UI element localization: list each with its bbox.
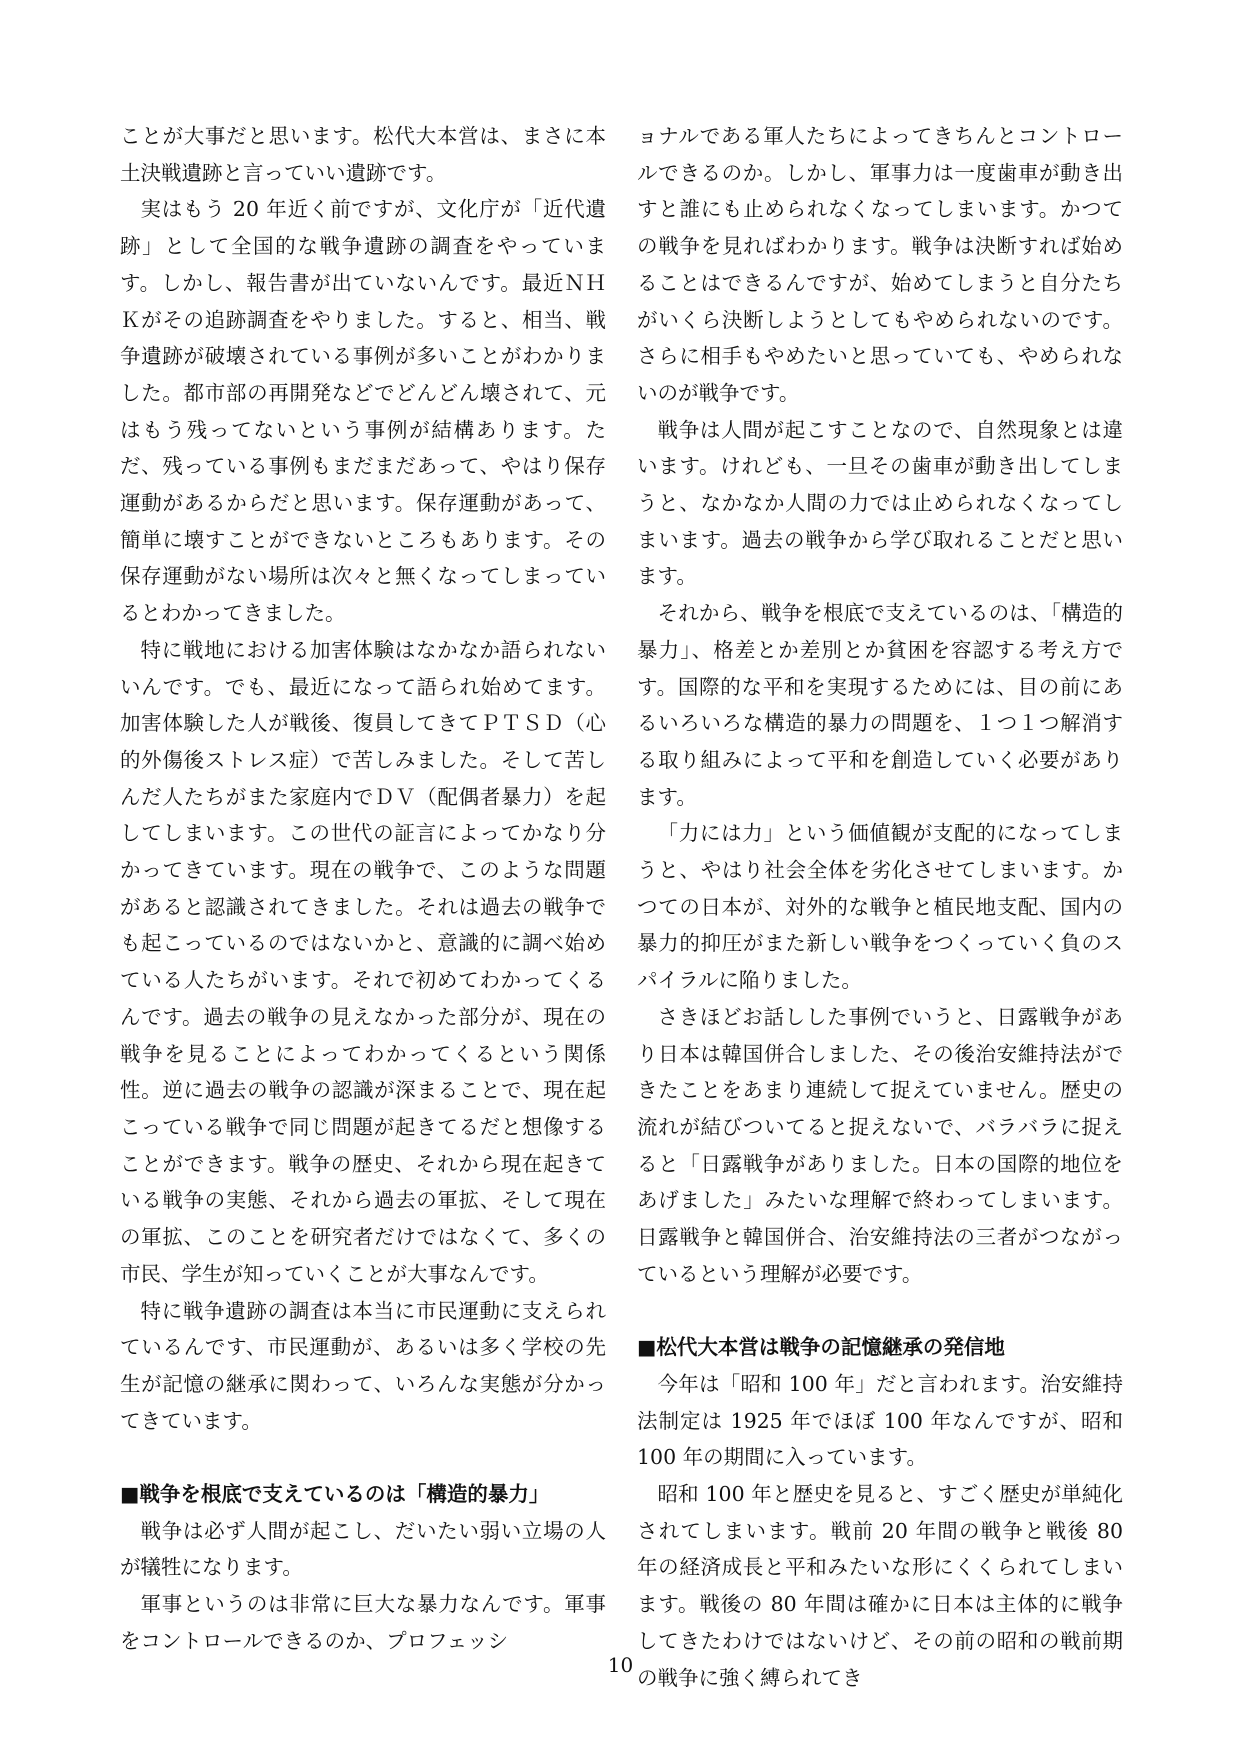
section-heading: ■松代大本営は戦争の記憶継承の発信地 [637, 1335, 1005, 1360]
section-heading: ■戦争を根底で支えているのは「構造的暴力」 [120, 1482, 550, 1506]
page-number: 10 [607, 1653, 634, 1677]
paragraph: さきほどお話しした事例でいうと、日露戦争があり日本は韓国併合しました、その後治安維持法ができたことをあまり連続して捉えていません。歴史の流れが結びついてると捉えないで、バラバラに捉えると「日露戦争がありました。日本の国際的地位をあげました」みたいな理解で終わってしまいます。日露戦争と韓国併合、治安維持法の三者がつながっているという理解が必要です。 [637, 1004, 1123, 1286]
paragraph: 特に戦地における加害体験はなかなか語られないいんです。でも、最近になって語られ始めてます。加害体験した人が戦後、復員してきてＰＴＳＤ（心的外傷後ストレス症）で苦しみました。そして苦しんだ人たちがまた家庭内でＤＶ（配偶者暴力）を起してしまいます。この世代の証言によってかなり分かってきています。現在の戦争で、このような問題があると認識されてきました。それは過去の戦争でも起こっているのではないかと、意識的に調べ始めている人たちがいます。それで初めてわかってくるんです。過去の戦争の見えなかった部分が、現在の戦争を見ることによってわかってくるという関係性。逆に過去の戦争の認識が深まることで、現在起こっている戦争で同じ問題が起きてるだと想像することができます。戦争の歴史、それから現在起きている戦争の実態、それから過去の軍拡、そして現在の軍拡、このことを研究者だけではなくて、多くの市民、学生が知っていくことが大事なんです。 [120, 637, 606, 1286]
paragraph: 戦争は人間が起こすことなので、自然現象とは違います。けれども、一旦その歯車が動き出してしまうと、なかなか人間の力では止められなくなってしまいます。過去の戦争から学び取れることだと思います。 [637, 417, 1123, 589]
paragraph: 戦争は必ず人間が起こし、だいたい弱い立場の人が犠牲になります。 [120, 1518, 606, 1580]
paragraph: それから、戦争を根底で支えているのは、「構造的暴力」、格差とか差別とか貧困を容認する考え方です。国際的な平和を実現するためには、目の前にあるいろいろな構造的暴力の問題を、１つ１つ解消する取り組みによって平和を創造していく必要があります。 [637, 601, 1123, 809]
paragraph: 特に戦争遺跡の調査は本当に市民運動に支えられているんです、市民運動が、あるいは多く学校の先生が記憶の継承に関わって、いろんな実態が分かってきています。 [120, 1298, 606, 1433]
paragraph: ことが大事だと思います。松代大本営は、まさに本土決戦遺跡と言っていい遺跡です。 [120, 124, 606, 185]
paragraph: 今年は「昭和 100 年」だと言われます。治安維持法制定は 1925 年でほぼ 100 年なんですが、昭和 100 年の期間に入っています。 [637, 1371, 1123, 1470]
paragraph: ョナルである軍人たちによってきちんとコントロールできるのか。しかし、軍事力は一度歯車が動き出すと誰にも止められなくなってしまいます。かつての戦争を見ればわかります。戦争は決断すれば始めることはできるんですが、始めてしまうと自分たちがいくら決断しようとしてもやめられないのです。さらに相手もやめたいと思っていても、やめられないのが戦争です。 [637, 124, 1123, 405]
paragraph: 昭和 100 年と歴史を見ると、すごく歴史が単純化されてしまいます。戦前 20 年間の戦争と戦後 80 年の経済成長と平和みたいな形にくくられてしまいます。戦後の 80 年間は確かに日本は主体的に戦争してきたわけではないけど、その前の昭和の戦前期の戦争に強く縛られてき [637, 1482, 1123, 1690]
paragraph: 「力には力」という価値観が支配的になってしまうと、やはり社会全体を劣化させてしまいます。かつての日本が、対外的な戦争と植民地支配、国内の暴力的抑圧がまた新しい戦争をつくっていく負のスパイラルに陥りました。 [637, 821, 1123, 993]
left-column [120, 118, 606, 1660]
right-column [637, 118, 1123, 1696]
paragraph: 実はもう 20 年近く前ですが、文化庁が「近代遺跡」として全国的な戦争遺跡の調査をやっています。しかし、報告書が出ていないんです。最近ＮＨＫがその追跡調査をやりました。すると、相当、戦争遺跡が破壊されている事例が多いことがわかりました。都市部の再開発などでどんどん壊されて、元はもう残ってないという事例が結構あります。ただ、残っている事例もまだまだあって、やはり保存運動があるからだと思います。保存運動があって、簡単に壊すことができないところもあります。その保存運動がない場所は次々と無くなってしまっているとわかってきました。 [120, 197, 606, 626]
paragraph: 軍事というのは非常に巨大な暴力なんです。軍事をコントロールできるのか、プロフェッシ [120, 1592, 606, 1653]
